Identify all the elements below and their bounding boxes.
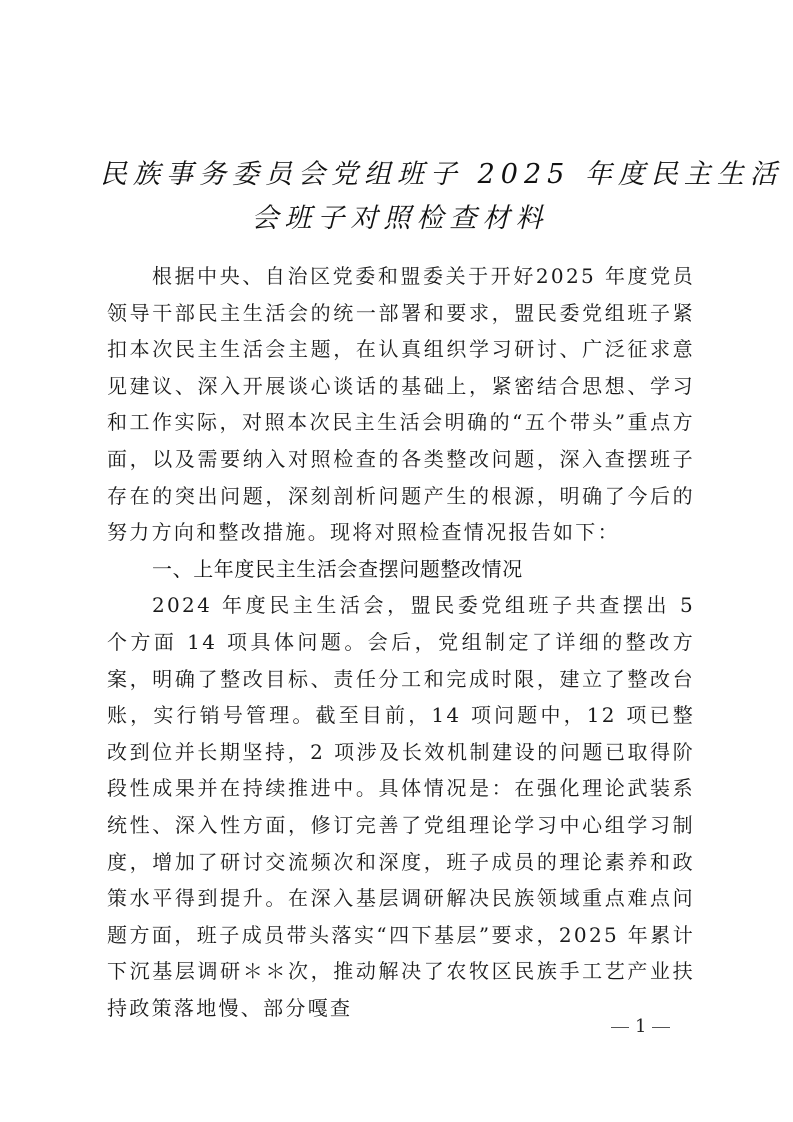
intro-paragraph: 根据中央、自治区党委和盟委关于开好2025 年度党员领导干部民主生活会的统一部署和要求，盟民委党组班子紧扣本次民主生活会主题，在认真组织学习研讨、广泛征求意见建议、深入开展谈心谈话的基础上，紧密结合思想、学习和工作实际，对照本次民主生活会明确的“五个带头”重点方面，以及需要纳入对照检查的各类整改问题，深入查摆班子存在的突出问题，深刻剖析问题产生的根源，明确了今后的努力方向和整改措施。现将对照检查情况报告如下： bbox=[107, 264, 695, 545]
page-number-value: 1 bbox=[635, 1016, 647, 1037]
section-heading: 一、上年度民主生活会查摆问题整改情况 bbox=[152, 556, 523, 581]
page-dash-right bbox=[652, 1027, 670, 1028]
page-number bbox=[605, 1016, 676, 1037]
document-title-line-1: 民族事务委员会党组班子 2025 年度民主生活 bbox=[100, 159, 783, 190]
section-paragraph: 2024 年度民主生活会，盟民委党组班子共查摆出 5 个方面 14 项具体问题。会后，党组制定了详细的整改方案，明确了整改目标、责任分工和完成时限，建立了整改台账，实行销号管理。截至目前，14 项问题中，12 项已整改到位并长期坚持，2 项涉及长效机制建设的问题已取得阶段性成果并在持续推进中。具体情况是：在强化理论武装系统性、深入性方面，修订完善了党组理论学习中心组学习制度，增加了研讨交流频次和深度，班子成员的理论素养和政策水平得到提升。在深入基层调研解决民族领域重点难点问题方面，班子成员带头落实“四下基层”要求，2025 年累计下沉基层调研＊＊次，推动解决了农牧区民族手工艺产业扶持政策落地慢、部分嘎查 bbox=[107, 593, 695, 1020]
document-title-line-2: 会班子对照检查材料 bbox=[251, 203, 549, 234]
page-dash-left bbox=[611, 1027, 629, 1028]
document-body bbox=[107, 258, 695, 1026]
